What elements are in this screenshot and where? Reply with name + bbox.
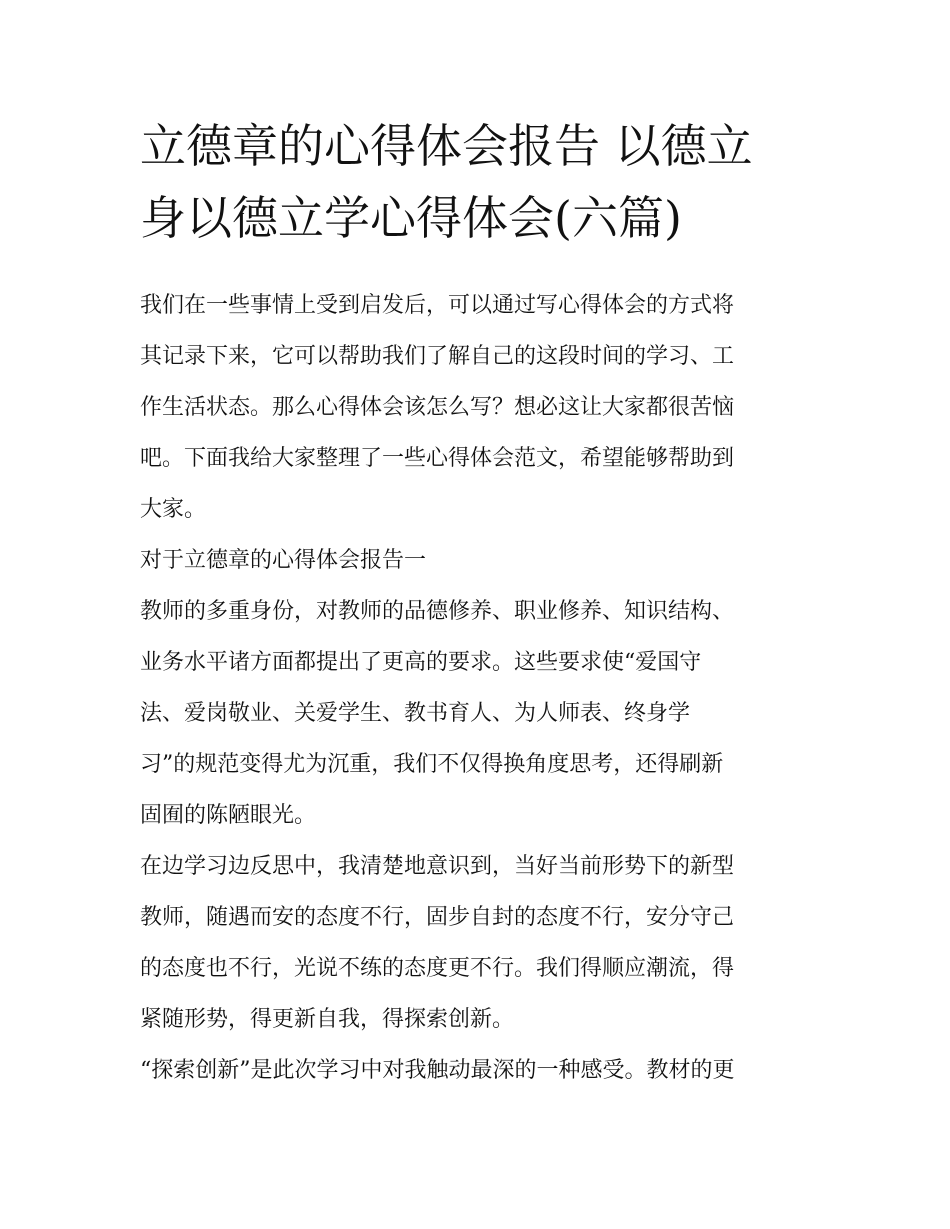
text-line: 教师，随遇而安的态度不行，固步自封的态度不行，安分守己 [140,905,735,930]
text-line: 对于立德章的心得体会报告一 [140,548,427,573]
text-line: “探索创新”是此次学习中对我触动最深的一种感受。教材的更 [140,1058,735,1083]
title-line: 立德章的心得体会报告 以德立 [140,119,753,173]
text-line: 其记录下来，它可以帮助我们了解自己的这段时间的学习、工 [140,344,735,369]
body-paragraph [140,586,820,841]
text-line: 在边学习边反思中，我清楚地意识到，当好当前形势下的新型 [140,854,735,879]
title-line: 身以德立学心得体会(六篇) [140,191,682,245]
body-paragraph [140,1045,820,1096]
text-line: 教师的多重身份，对教师的品德修养、职业修养、知识结构、 [140,599,735,624]
text-line: 大家。 [140,497,207,522]
text-line: 的态度也不行，光说不练的态度更不行。我们得顺应潮流，得 [140,956,735,981]
text-line: 法、爱岗敬业、关爱学生、教书育人、为人师表、终身学 [140,701,691,726]
text-line: 业务水平诸方面都提出了更高的要求。这些要求使“爱国守 [140,650,702,675]
document-title [140,110,820,254]
text-line: 固囿的陈陋眼光。 [140,803,317,828]
text-line: 我们在一些事情上受到启发后，可以通过写心得体会的方式将 [140,293,735,318]
text-line: 紧随形势，得更新自我，得探索创新。 [140,1007,515,1032]
body-paragraph [140,841,820,1045]
text-line: 习”的规范变得尤为沉重，我们不仅得换角度思考，还得刷新 [140,752,724,777]
text-line: 作生活状态。那么心得体会该怎么写？想必这让大家都很苦恼 [140,395,735,420]
text-line: 吧。下面我给大家整理了一些心得体会范文，希望能够帮助到 [140,446,735,471]
document-page [140,110,820,1096]
section-heading [140,535,820,586]
intro-paragraph [140,280,820,535]
